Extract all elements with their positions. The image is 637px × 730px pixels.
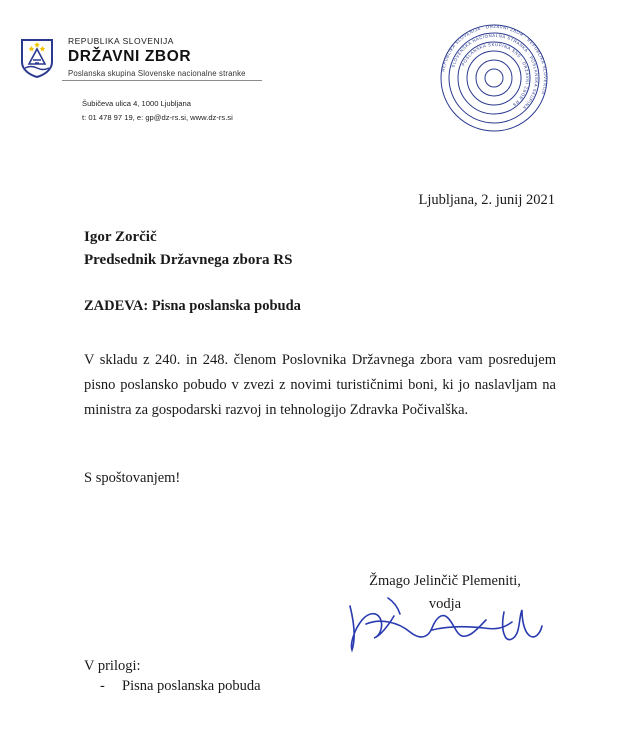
body-paragraph: V skladu z 240. in 248. členom Poslovnika Državnega zbora vam posredujem pisno poslansko pobudo v zvezi z novimi turističnimi boni, ki jo naslavljam na ministra za gospodarski razvoj in tehnologijo Zdravka Počivalška. [84,352,556,418]
svg-text:SLOVENSKA NACIONALNA STRANKA ·: SLOVENSKA NACIONALNA STRANKA · POSLANSKA SKUPINA [450,32,540,111]
letterhead-contact: t: 01 478 97 19, e: gp@dz-rs.si, www.dz-rs.si [82,113,233,123]
letterhead-contact-block [82,97,233,125]
closing-line: S spoštovanjem! [84,470,181,486]
attachments-item-label: Pisna poslanska pobuda [122,678,261,694]
addressee-name: Igor Zorčič [84,229,157,245]
letterhead-republic: REPUBLIKA SLOVENIJA [68,36,174,46]
letterhead-address: Šubičeva ulica 4, 1000 Ljubljana [82,99,191,108]
attachments-title: V prilogi: [84,658,141,674]
attachments-item [100,678,261,695]
date-line: Ljubljana, 2. junij 2021 [418,192,555,208]
svg-text:REPUBLIKA SLOVENIJA · DRŽAVNI: REPUBLIKA SLOVENIJA · DRŽAVNI ZBOR · REPUBLIKA SLOVENIJA [440,23,549,96]
letterhead [20,34,440,78]
circular-emblem-icon [438,22,550,134]
coat-of-arms-icon [20,38,54,78]
letterhead-institution: DRŽAVNI ZBOR [68,48,192,65]
addressee-block [84,226,292,273]
letterhead-group: Poslanska skupina Slovenske nacionalne stranke [68,69,246,79]
letterhead-divider [62,80,262,81]
signature-block [330,570,560,616]
subject-line: ZADEVA: Pisna poslanska pobuda [84,298,301,314]
attachments-dash: - [100,678,105,694]
signer-name: Žmago Jelinčič Plemeniti, [369,573,521,589]
svg-text:POSLANSKA SKUPINA SNS · DRŽAVN: POSLANSKA SKUPINA SNS · DRŽAVNI ZBOR RS [460,41,531,108]
addressee-title: Predsednik Državnega zbora RS [84,252,293,269]
signer-role: vodja [428,596,462,613]
